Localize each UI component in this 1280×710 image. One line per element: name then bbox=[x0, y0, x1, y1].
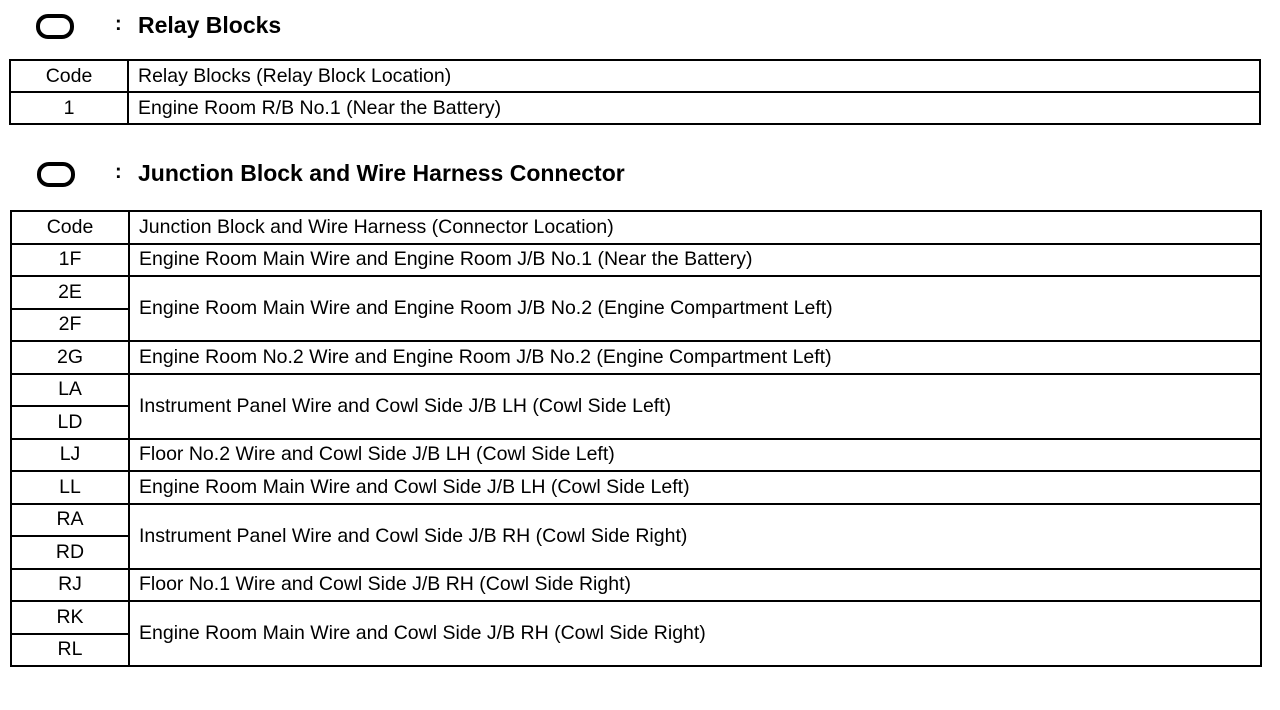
row-code: 1 bbox=[10, 92, 128, 124]
table-row bbox=[11, 374, 1261, 407]
table-row bbox=[11, 569, 1261, 602]
row-code: 2F bbox=[11, 309, 129, 342]
junction-block-table bbox=[10, 210, 1262, 667]
row-description: Instrument Panel Wire and Cowl Side J/B RH (Cowl Side Right) bbox=[129, 504, 1261, 569]
row-description: Engine Room R/B No.1 (Near the Battery) bbox=[128, 92, 1260, 124]
junction-header-colon: : bbox=[115, 161, 122, 183]
row-description: Engine Room Main Wire and Engine Room J/B No.2 (Engine Compartment Left) bbox=[129, 276, 1261, 341]
table-row bbox=[11, 504, 1261, 537]
row-code: LJ bbox=[11, 439, 129, 472]
row-code: RA bbox=[11, 504, 129, 537]
row-description: Instrument Panel Wire and Cowl Side J/B LH (Cowl Side Left) bbox=[129, 374, 1261, 439]
row-description: Floor No.2 Wire and Cowl Side J/B LH (Cowl Side Left) bbox=[129, 439, 1261, 472]
row-description: Engine Room Main Wire and Cowl Side J/B RH (Cowl Side Right) bbox=[129, 601, 1261, 666]
relay-section-header bbox=[0, 10, 1280, 50]
table-row bbox=[11, 341, 1261, 374]
row-code: LD bbox=[11, 406, 129, 439]
row-code: LA bbox=[11, 374, 129, 407]
table-row bbox=[11, 244, 1261, 277]
junction-section-heading: Junction Block and Wire Harness Connector bbox=[138, 160, 625, 186]
row-code: RL bbox=[11, 634, 129, 667]
table-row bbox=[11, 276, 1261, 309]
row-code: 1F bbox=[11, 244, 129, 277]
column-header-description: Junction Block and Wire Harness (Connector Location) bbox=[129, 211, 1261, 244]
table-row bbox=[11, 439, 1261, 472]
row-description: Engine Room Main Wire and Cowl Side J/B LH (Cowl Side Left) bbox=[129, 471, 1261, 504]
row-code: 2G bbox=[11, 341, 129, 374]
junction-section-header bbox=[0, 158, 1280, 198]
relay-header-colon: : bbox=[115, 13, 122, 35]
table-row bbox=[11, 601, 1261, 634]
table-row bbox=[10, 92, 1260, 124]
row-code: RK bbox=[11, 601, 129, 634]
table-header-row bbox=[11, 211, 1261, 244]
row-code: LL bbox=[11, 471, 129, 504]
row-code: RD bbox=[11, 536, 129, 569]
row-description: Floor No.1 Wire and Cowl Side J/B RH (Cowl Side Right) bbox=[129, 569, 1261, 602]
junction-block-symbol-icon bbox=[37, 162, 75, 187]
column-header-code: Code bbox=[11, 211, 129, 244]
row-description: Engine Room Main Wire and Engine Room J/B No.1 (Near the Battery) bbox=[129, 244, 1261, 277]
row-code: 2E bbox=[11, 276, 129, 309]
row-code: RJ bbox=[11, 569, 129, 602]
relay-block-symbol-icon bbox=[36, 14, 74, 39]
column-header-code: Code bbox=[10, 60, 128, 92]
row-description: Engine Room No.2 Wire and Engine Room J/B No.2 (Engine Compartment Left) bbox=[129, 341, 1261, 374]
relay-blocks-table bbox=[9, 59, 1261, 125]
column-header-description: Relay Blocks (Relay Block Location) bbox=[128, 60, 1260, 92]
table-row bbox=[11, 471, 1261, 504]
table-header-row bbox=[10, 60, 1260, 92]
relay-section-heading: Relay Blocks bbox=[138, 12, 282, 38]
